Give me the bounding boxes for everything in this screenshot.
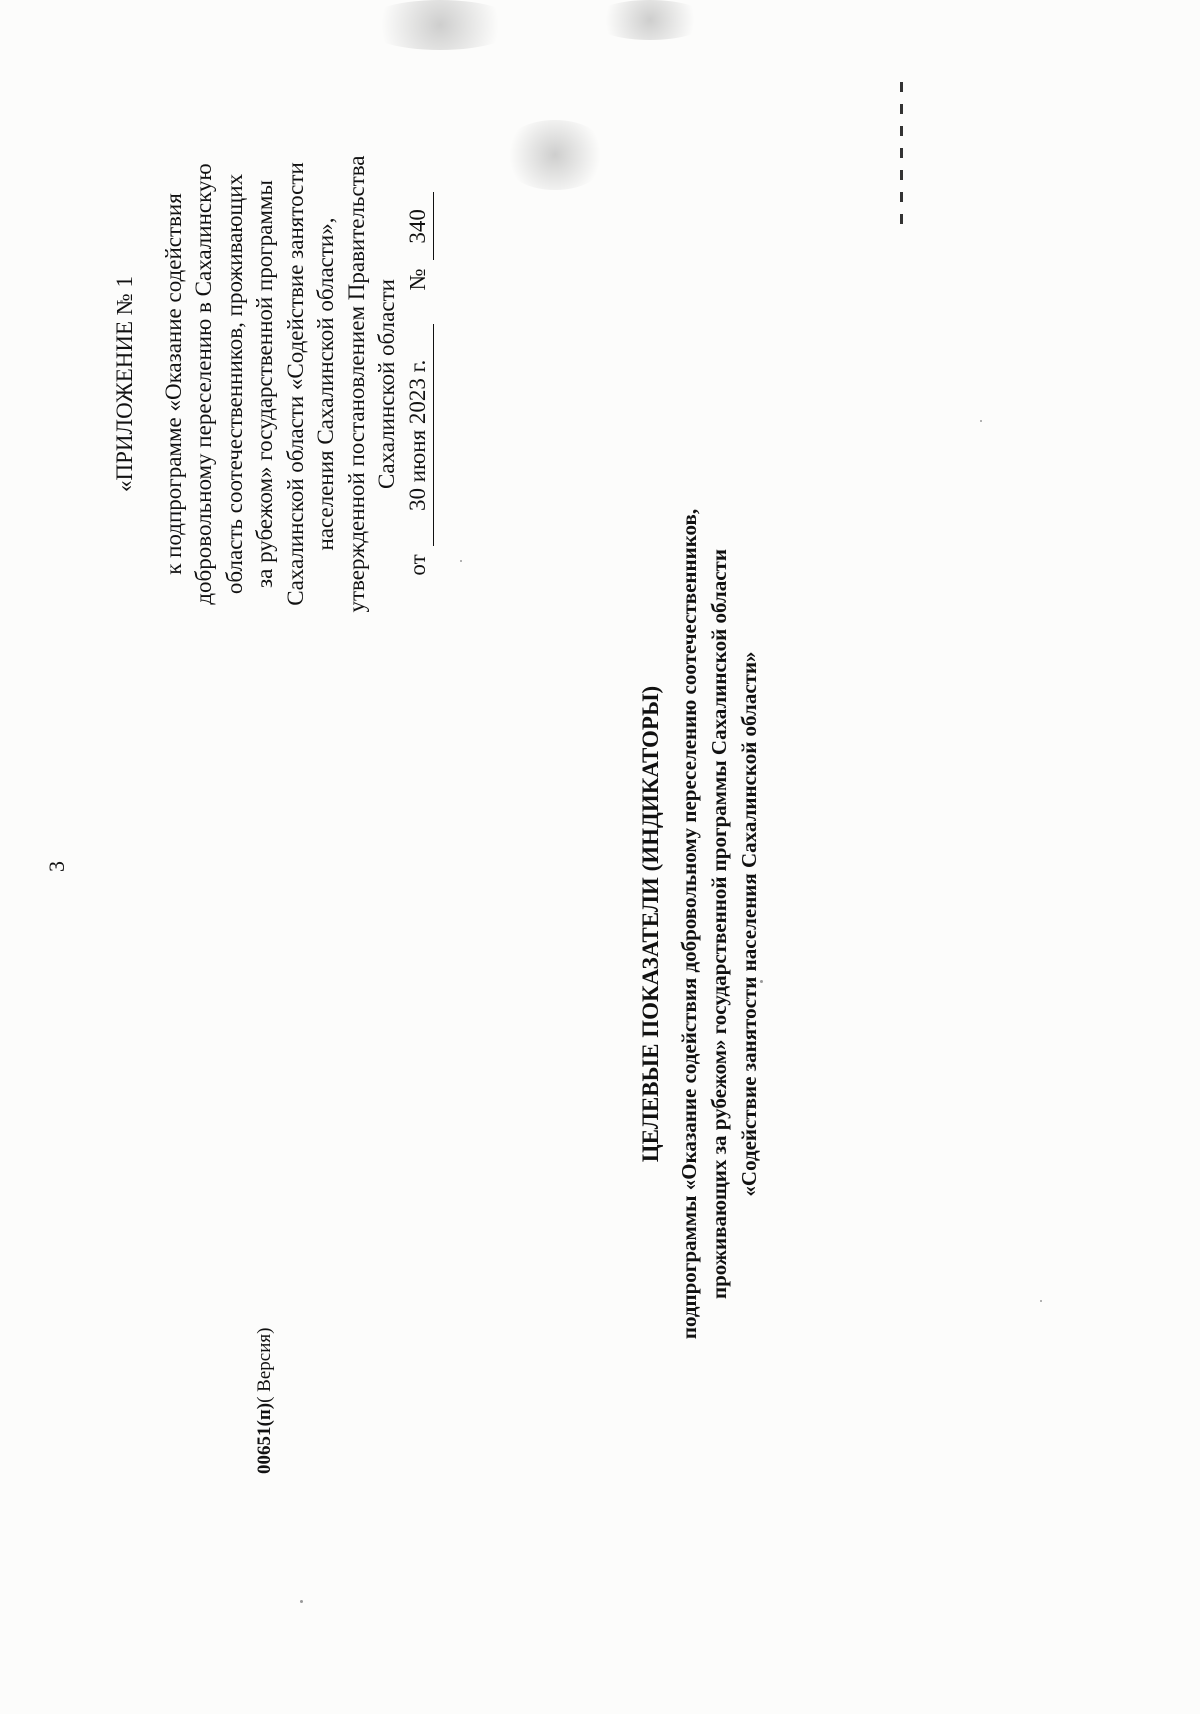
appendix-line: Сахалинской области «Содействие занятости	[282, 162, 308, 606]
appendix-line: населения Сахалинской области»,	[313, 217, 338, 551]
appendix-line: к подпрограмме «Оказание содействия	[160, 193, 186, 575]
appendix-date-line	[403, 104, 435, 664]
appendix-block	[110, 104, 434, 664]
version-label: ( Версия)	[254, 1327, 275, 1403]
page-number: 3	[44, 861, 69, 872]
subtitle-line: «Содействие занятости населения Сахалинской области»	[736, 651, 761, 1197]
version-code: 00651(п)	[254, 1402, 275, 1474]
decree-date: 30 июня 2023 г.	[403, 324, 435, 546]
heading-block	[636, 284, 764, 1564]
appendix-line: Сахалинской области	[374, 279, 399, 489]
appendix-line: добровольному переселению в Сахалинскую	[191, 163, 216, 605]
document-version-code	[254, 1328, 276, 1474]
decree-number: 340	[403, 192, 435, 260]
subtitle-line: проживающих за рубежом» государственной программы Сахалинской области	[706, 549, 731, 1299]
appendix-line: утвержденной постановлением Правительства	[343, 155, 369, 613]
main-title: ЦЕЛЕВЫЕ ПОКАЗАТЕЛИ (ИНДИКАТОРЫ)	[638, 685, 663, 1163]
appendix-line: область соотечественников, проживающих	[221, 173, 247, 595]
subtitle-line: подпрограммы «Оказание содействия добровольному переселению соотечественников,	[676, 508, 701, 1340]
appendix-line: за рубежом» государственной программы	[252, 180, 277, 588]
from-label: от	[404, 554, 430, 576]
number-label: №	[404, 268, 430, 291]
appendix-title: «ПРИЛОЖЕНИЕ № 1	[112, 275, 137, 493]
